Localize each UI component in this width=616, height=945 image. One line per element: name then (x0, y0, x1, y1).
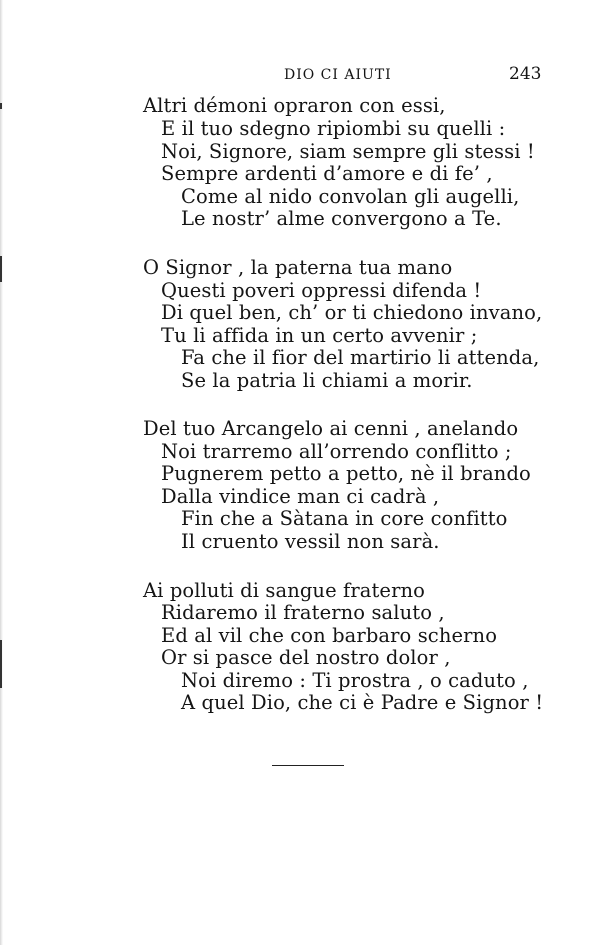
verse-line: Le nostr’ alme convergono a Te. (181, 207, 502, 230)
edge-mark (0, 256, 2, 282)
page-number: 243 (509, 64, 542, 84)
verse-line: Se la patria li chiami a morir. (181, 369, 473, 392)
verse-line: Pugnerem petto a petto, nè il brando (161, 462, 531, 485)
end-rule (272, 765, 344, 766)
verse-line: Ed al vil che con barbaro scherno (161, 624, 498, 647)
verse-line: Ai polluti di sangue fraterno (143, 579, 425, 602)
verse-line: Fa che il fior del martirio li attenda, (181, 346, 540, 369)
verse-line: Questi poveri oppressi difenda ! (161, 279, 482, 302)
verse-line: Noi, Signore, siam sempre gli stessi ! (161, 140, 535, 163)
verse-line: Di quel ben, ch’ or ti chiedono invano, (161, 301, 543, 324)
verse-line: Del tuo Arcangelo ai cenni , anelando (143, 417, 519, 440)
verse-line: Noi trarremo all’orrendo conflitto ; (161, 440, 512, 463)
verse-line: Noi diremo : Ti prostra , o caduto , (181, 669, 529, 692)
verse-line: Tu li affida in un certo avvenir ; (161, 324, 478, 347)
verse-line: A quel Dio, che ci è Padre e Signor ! (181, 691, 544, 714)
verse-line: Or si pasce del nostro dolor , (161, 646, 451, 669)
verse-line: Il cruento vessil non sarà. (181, 530, 440, 553)
verse-line: O Signor , la paterna tua mano (143, 256, 453, 279)
page-left-edge (0, 0, 3, 945)
verse-line: Come al nido convolan gli augelli, (181, 185, 520, 208)
verse-line: Ridaremo il fraterno saluto , (161, 601, 445, 624)
verse-line: Fin che a Sàtana in core confitto (181, 507, 508, 530)
edge-mark (0, 103, 2, 109)
verse-line: E il tuo sdegno ripiombi su quelli : (161, 117, 506, 140)
verse-line: Altri démoni opraron con essi, (143, 94, 446, 117)
verse-line: Sempre ardenti d’amore e di fe’ , (161, 162, 493, 185)
edge-mark (0, 640, 2, 688)
verse-line: Dalla vindice man ci cadrà , (161, 485, 440, 508)
running-head-title: DIO CI AIUTI (284, 67, 392, 83)
